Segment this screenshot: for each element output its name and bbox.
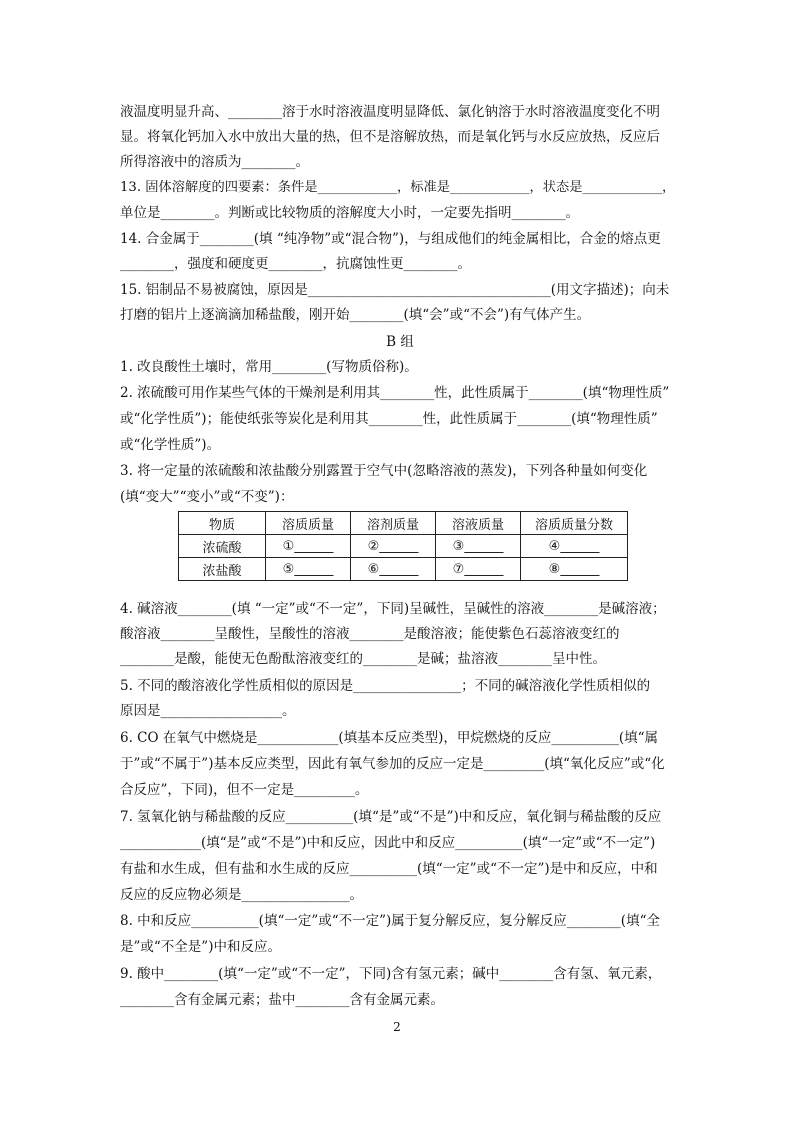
question-b1: 1. 改良酸性土壤时，常用________(写物质俗称)。 <box>120 359 418 375</box>
question-15: 15. 铝制品不易被腐蚀，原因是____________________________________(用文字描述)；向未 <box>120 282 670 298</box>
table-cell: ③______ <box>436 535 521 558</box>
table-header: 溶质质量分数 <box>521 512 628 535</box>
table-cell: ⑦______ <box>436 558 521 581</box>
table-cell: ①______ <box>266 535 351 558</box>
text-line: 反应的反应物必须是________________。 <box>120 887 363 903</box>
text-line: ____________(填“是”或“不是”)中和反应，因此中和反应__________(填“一定”或“不一定”) <box>120 835 656 851</box>
question-b9: 9. 酸中________(填“一定”或“不一定”，下同)含有氢元素；碱中________含有氢、氧元素， <box>120 966 662 982</box>
text-line: 液温度明显升高、________溶于水时溶液温度明显降低、氯化钠溶于水时溶液温度变化不明 <box>120 104 660 120</box>
text-line: 于”或“不属于”)基本反应类型，因此有氧气参加的反应一定是_________(填“氧化反应”或“化 <box>120 756 665 772</box>
question-14: 14. 合金属于________(填 “纯净物”或“混合物”)，与组成他们的纯金属相比，合金的熔点更 <box>120 231 661 247</box>
text-line: (填“变大”“变小”或“不变”)： <box>120 489 294 505</box>
text-line: 酸溶液________呈酸性，呈酸性的溶液________是酸溶液；能使紫色石蕊溶液变红的 <box>120 626 620 642</box>
text-line: 或“化学性质”)；能使纸张等炭化是利用其________性，此性质属于________(填“物理性质” <box>120 411 658 427</box>
table-cell: ④______ <box>521 535 628 558</box>
acid-change-table <box>178 511 628 581</box>
text-line: 显。将氧化钙加入水中放出大量的热，但不是溶解放热，而是氧化钙与水反应放热，反应后 <box>120 129 660 145</box>
question-b6: 6. CO 在氧气中燃烧是____________(填基本反应类型)，甲烷燃烧的反应__________(填“属 <box>120 730 659 746</box>
question-b8: 8. 中和反应__________(填“一定”或“不一定”)属于复分解反应，复分解反应________(填“全 <box>120 913 660 929</box>
text-line: ________，强度和硬度更________，抗腐蚀性更________。 <box>120 256 471 272</box>
table-cell: 浓硫酸 <box>179 535 266 558</box>
text-line: 所得溶液中的溶质为________。 <box>120 154 309 170</box>
table-header: 溶质质量 <box>266 512 351 535</box>
table-cell: 浓盐酸 <box>179 558 266 581</box>
table-row <box>179 535 628 558</box>
question-13: 13. 固体溶解度的四要素：条件是____________，标准是____________，状态是____________， <box>120 180 676 195</box>
table-header: 溶剂质量 <box>351 512 436 535</box>
text-line: 单位是________。判断或比较物质的溶解度大小时，一定要先指明________。 <box>120 205 579 221</box>
table-header-row <box>179 512 628 535</box>
table-header: 溶液质量 <box>436 512 521 535</box>
section-heading: B 组 <box>386 334 414 350</box>
text-line: ________是酸，能使无色酚酞溶液变红的________是碱；盐溶液________呈中性。 <box>120 651 606 667</box>
question-b7: 7. 氢氧化钠与稀盐酸的反应__________(填“是”或“不是”)中和反应，氧化铜与稀盐酸的反应 <box>120 809 662 825</box>
text-line: 或“化学性质”)。 <box>120 437 221 453</box>
table-cell: ⑤______ <box>266 558 351 581</box>
table-cell: ⑥______ <box>351 558 436 581</box>
question-b2: 2. 浓硫酸可用作某些气体的干燥剂是利用其________性，此性质属于________(填“物理性质” <box>120 385 670 401</box>
table-row <box>179 558 628 581</box>
question-b4: 4. 碱溶液________(填 “一定”或“不一定”，下同)呈碱性，呈碱性的溶液________是碱溶液； <box>120 601 666 617</box>
text-line: 合反应”，下同)，但不一定是_________。 <box>120 782 369 798</box>
text-line: 打磨的铝片上逐滴滴加稀盐酸，刚开始________(填“会”或“不会”)有气体产生。 <box>120 307 591 323</box>
text-line: ________含有金属元素；盐中________含有金属元素。 <box>120 992 444 1008</box>
text-line: 原因是__________________。 <box>120 703 296 719</box>
table-cell: ②______ <box>351 535 436 558</box>
text-line: 是”或“不全是”)中和反应。 <box>120 939 281 955</box>
table-cell: ⑧______ <box>521 558 628 581</box>
page-number: 2 <box>393 1020 401 1034</box>
question-b5: 5. 不同的酸溶液化学性质相似的原因是________________；不同的碱溶液化学性质相似的 <box>120 678 651 694</box>
text-line: 有盐和水生成，但有盐和水生成的反应__________(填“一定”或“不一定”)是中和反应，中和 <box>120 861 658 877</box>
table-header: 物质 <box>179 512 266 535</box>
question-b3: 3. 将一定量的浓硫酸和浓盐酸分别露置于空气中(忽略溶液的蒸发)，下列各种量如何变化 <box>120 463 648 479</box>
